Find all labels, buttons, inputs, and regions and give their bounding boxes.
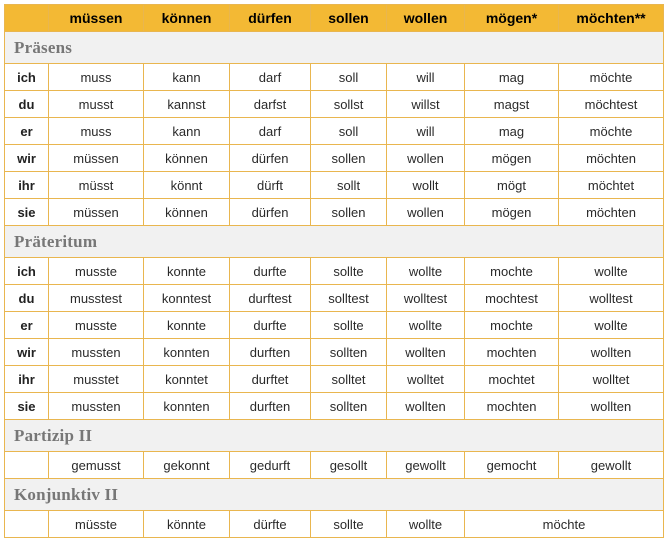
form-cell: gemocht xyxy=(465,452,559,479)
form-cell: können xyxy=(144,145,230,172)
form-cell: kannst xyxy=(144,91,230,118)
form-cell: sollt xyxy=(311,172,387,199)
form-cell: möchten xyxy=(559,199,664,226)
header-verb: müssen xyxy=(49,5,144,32)
section-row-partizip xyxy=(5,420,664,452)
form-cell: gekonnt xyxy=(144,452,230,479)
form-cell: gewollt xyxy=(387,452,465,479)
form-cell: wollen xyxy=(387,199,465,226)
form-cell: können xyxy=(144,199,230,226)
pronoun-cell: wir xyxy=(5,339,49,366)
form-cell: soll xyxy=(311,64,387,91)
form-cell: möchte xyxy=(559,64,664,91)
table-row xyxy=(5,64,664,91)
form-cell: durfte xyxy=(230,312,311,339)
table-row xyxy=(5,199,664,226)
form-cell: wolltet xyxy=(559,366,664,393)
table-row xyxy=(5,285,664,312)
form-cell: wollten xyxy=(559,393,664,420)
form-cell: sollte xyxy=(311,312,387,339)
form-cell: durftest xyxy=(230,285,311,312)
form-cell: sollen xyxy=(311,145,387,172)
form-cell: mag xyxy=(465,64,559,91)
table-row xyxy=(5,172,664,199)
form-cell: mussten xyxy=(49,393,144,420)
table-row xyxy=(5,511,664,538)
form-cell: möchten xyxy=(559,145,664,172)
form-cell: müsst xyxy=(49,172,144,199)
form-cell: wolltest xyxy=(559,285,664,312)
form-cell: darf xyxy=(230,118,311,145)
form-cell: wollte xyxy=(559,258,664,285)
form-cell: solltest xyxy=(311,285,387,312)
form-cell: konnten xyxy=(144,339,230,366)
form-cell: gewollt xyxy=(559,452,664,479)
form-cell: mochten xyxy=(465,339,559,366)
form-cell: musste xyxy=(49,258,144,285)
form-cell: muss xyxy=(49,118,144,145)
header-row xyxy=(5,5,664,32)
form-cell: musstet xyxy=(49,366,144,393)
table-row xyxy=(5,452,664,479)
form-cell: mögt xyxy=(465,172,559,199)
form-cell: willst xyxy=(387,91,465,118)
form-cell: wollten xyxy=(559,339,664,366)
header-corner-cell xyxy=(5,5,49,32)
header-verb: möchten** xyxy=(559,5,664,32)
form-cell: mögen xyxy=(465,145,559,172)
form-cell: musste xyxy=(49,312,144,339)
header-verb: dürfen xyxy=(230,5,311,32)
form-cell: darfst xyxy=(230,91,311,118)
form-cell: sollte xyxy=(311,258,387,285)
conjugation-table xyxy=(4,4,664,538)
empty-pronoun-cell xyxy=(5,511,49,538)
form-cell: wollte xyxy=(387,258,465,285)
table-row xyxy=(5,393,664,420)
form-cell: musstest xyxy=(49,285,144,312)
form-cell: will xyxy=(387,118,465,145)
pronoun-cell: ihr xyxy=(5,366,49,393)
form-cell: mochtet xyxy=(465,366,559,393)
form-cell: dürfen xyxy=(230,145,311,172)
section-title: Präteritum xyxy=(5,226,664,258)
form-cell: durften xyxy=(230,339,311,366)
form-cell: mochten xyxy=(465,393,559,420)
section-row-konjunktiv xyxy=(5,479,664,511)
header-verb: können xyxy=(144,5,230,32)
form-cell: konnte xyxy=(144,258,230,285)
form-cell: wolltet xyxy=(387,366,465,393)
form-cell: wolltest xyxy=(387,285,465,312)
header-verb: sollen xyxy=(311,5,387,32)
table-row xyxy=(5,366,664,393)
form-cell: wollte xyxy=(559,312,664,339)
section-row-praesens xyxy=(5,32,664,64)
form-cell: sollen xyxy=(311,199,387,226)
table-row xyxy=(5,312,664,339)
header-verb: mögen* xyxy=(465,5,559,32)
form-cell: mochte xyxy=(465,258,559,285)
table-row xyxy=(5,118,664,145)
form-cell: muss xyxy=(49,64,144,91)
form-cell: musst xyxy=(49,91,144,118)
form-cell: müssen xyxy=(49,145,144,172)
pronoun-cell: er xyxy=(5,312,49,339)
form-cell: mochtest xyxy=(465,285,559,312)
form-cell: wollte xyxy=(387,312,465,339)
form-cell: wollten xyxy=(387,339,465,366)
pronoun-cell: du xyxy=(5,285,49,312)
table-row xyxy=(5,258,664,285)
form-cell: möchtest xyxy=(559,91,664,118)
form-cell: gemusst xyxy=(49,452,144,479)
form-cell: solltet xyxy=(311,366,387,393)
form-cell: durften xyxy=(230,393,311,420)
form-cell: dürfen xyxy=(230,199,311,226)
table-row xyxy=(5,339,664,366)
form-cell: kann xyxy=(144,64,230,91)
form-cell: magst xyxy=(465,91,559,118)
merged-form-cell: möchte xyxy=(465,511,664,538)
pronoun-cell: sie xyxy=(5,199,49,226)
form-cell: müsste xyxy=(49,511,144,538)
form-cell: konnten xyxy=(144,393,230,420)
form-cell: wollte xyxy=(387,511,465,538)
form-cell: mochte xyxy=(465,312,559,339)
table-row xyxy=(5,145,664,172)
form-cell: mussten xyxy=(49,339,144,366)
pronoun-cell: sie xyxy=(5,393,49,420)
form-cell: könnte xyxy=(144,511,230,538)
form-cell: sollten xyxy=(311,393,387,420)
form-cell: mag xyxy=(465,118,559,145)
form-cell: soll xyxy=(311,118,387,145)
form-cell: sollten xyxy=(311,339,387,366)
pronoun-cell: ich xyxy=(5,258,49,285)
form-cell: möchte xyxy=(559,118,664,145)
form-cell: könnt xyxy=(144,172,230,199)
form-cell: durfte xyxy=(230,258,311,285)
empty-pronoun-cell xyxy=(5,452,49,479)
section-title: Partizip II xyxy=(5,420,664,452)
form-cell: konntet xyxy=(144,366,230,393)
form-cell: wollten xyxy=(387,393,465,420)
form-cell: sollte xyxy=(311,511,387,538)
form-cell: wollen xyxy=(387,145,465,172)
form-cell: dürft xyxy=(230,172,311,199)
form-cell: darf xyxy=(230,64,311,91)
section-row-praeteritum xyxy=(5,226,664,258)
pronoun-cell: ich xyxy=(5,64,49,91)
form-cell: kann xyxy=(144,118,230,145)
pronoun-cell: er xyxy=(5,118,49,145)
pronoun-cell: du xyxy=(5,91,49,118)
form-cell: sollst xyxy=(311,91,387,118)
pronoun-cell: ihr xyxy=(5,172,49,199)
form-cell: dürfte xyxy=(230,511,311,538)
pronoun-cell: wir xyxy=(5,145,49,172)
form-cell: gesollt xyxy=(311,452,387,479)
table-row xyxy=(5,91,664,118)
form-cell: müssen xyxy=(49,199,144,226)
form-cell: gedurft xyxy=(230,452,311,479)
form-cell: konntest xyxy=(144,285,230,312)
header-verb: wollen xyxy=(387,5,465,32)
form-cell: mögen xyxy=(465,199,559,226)
section-title: Konjunktiv II xyxy=(5,479,664,511)
form-cell: will xyxy=(387,64,465,91)
form-cell: durftet xyxy=(230,366,311,393)
form-cell: möchtet xyxy=(559,172,664,199)
form-cell: konnte xyxy=(144,312,230,339)
section-title: Präsens xyxy=(5,32,664,64)
form-cell: wollt xyxy=(387,172,465,199)
